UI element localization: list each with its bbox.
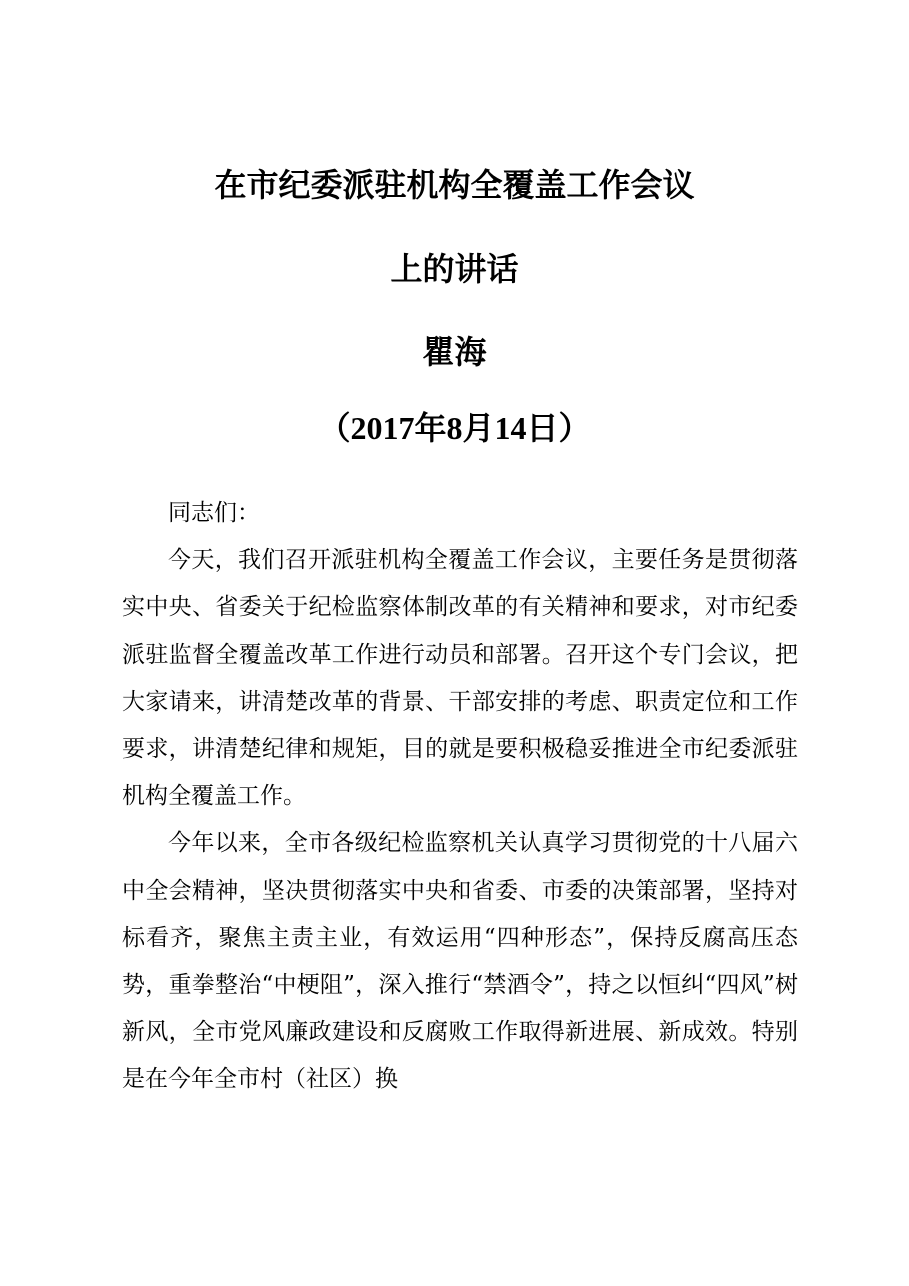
document-date: （2017年8月14日） <box>318 410 591 446</box>
body-paragraph: 今年以来，全市各级纪检监察机关认真学习贯彻党的十八届六中全会精神，坚决贯彻落实中央和省委、市委的决策部署，坚持对标看齐，聚焦主责主业，有效运用“四种形态”，保持反腐高压态势，重拳整治“中梗阻”，深入推行“禁酒令”，持之以恒纠“四风”树新风，全市党风廉政建设和反腐败工作取得新进展、新成效。特别是在今年全市村（社区）换 <box>122 830 798 1093</box>
document-title-line1: 在市纪委派驻机构全覆盖工作会议 <box>214 166 695 204</box>
salutation-paragraph: 同志们： <box>168 500 260 526</box>
document-body <box>122 490 798 1104</box>
document-title-line2: 上的讲话 <box>390 250 519 288</box>
body-paragraph: 今天，我们召开派驻机构全覆盖工作会议，主要任务是贯彻落实中央、省委关于纪检监察体制改革的有关精神和要求，对市纪委派驻监督全覆盖改革工作进行动员和部署。召开这个专门会议，把大家请来，讲清楚改革的背景、干部安排的考虑、职责定位和工作要求，讲清楚纪律和规矩，目的就是要积极稳妥推进全市纪委派驻机构全覆盖工作。 <box>122 547 798 810</box>
document-author: 瞿海 <box>422 333 487 371</box>
